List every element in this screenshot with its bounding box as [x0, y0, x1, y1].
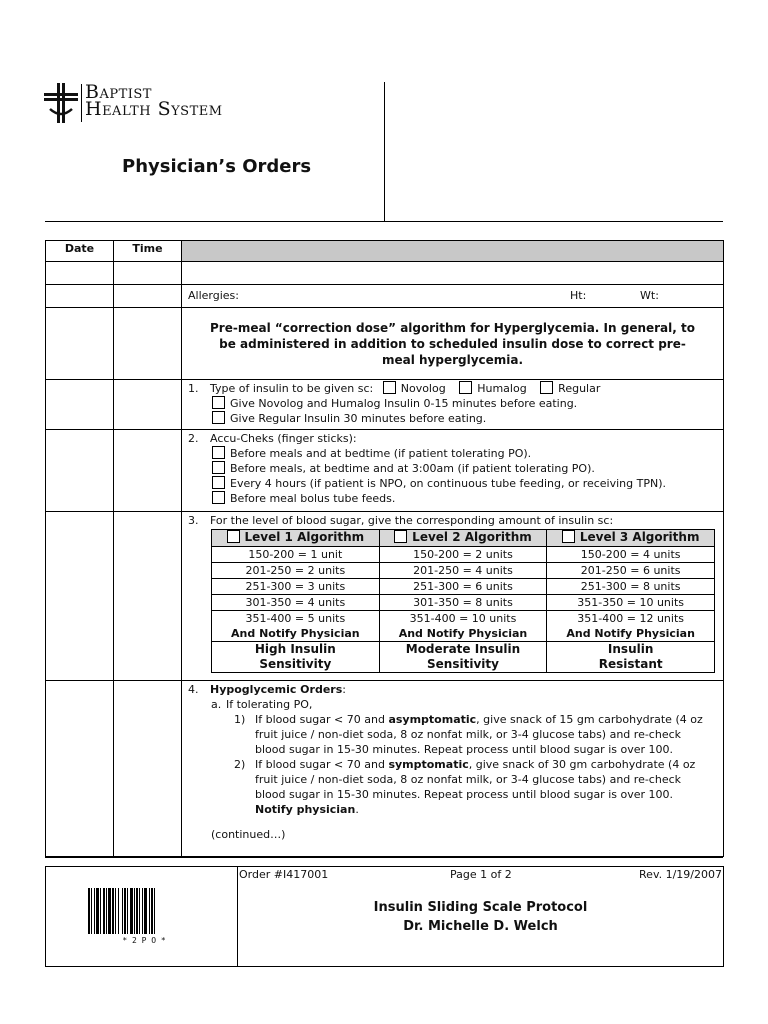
- bedtime-checkbox[interactable]: [212, 446, 225, 459]
- hypo-line: fruit juice / non-diet soda, 8 oz nonfat milk, or 3-4 glucose tabs) and re-check: [255, 728, 682, 741]
- sensitivity-cell: [379, 642, 547, 673]
- dose-cell: 251-300 = 8 units: [547, 579, 715, 595]
- header-grey-cell: [182, 241, 724, 262]
- hypo-line: [182, 802, 723, 817]
- dose-cell: 150-200 = 4 units: [547, 547, 715, 563]
- item-3: [182, 513, 723, 528]
- sensitivity-cell: [547, 642, 715, 673]
- item-2-line: [182, 446, 723, 461]
- height-label: Ht:: [570, 289, 587, 302]
- item-4-sub-a: [182, 697, 723, 712]
- point-1-text: If blood sugar < 70 and: [255, 713, 389, 726]
- barcode-text: * 2 P O *: [122, 936, 166, 945]
- item-4-colon: :: [342, 683, 346, 696]
- item-2-line-text: Before meals and at bedtime (if patient tolerating PO).: [230, 447, 532, 460]
- sensitivity-cell: [212, 642, 380, 673]
- item-3-number: 3.: [188, 514, 199, 527]
- intro-text: Pre-meal “correction dose” algorithm for Hyperglycemia. In general, to be administered in addition to scheduled insulin dose to correct pre-meal hyperglycemia.: [210, 320, 695, 367]
- hypo-line: blood sugar in 15-30 minutes. Repeat process until blood sugar is over 100.: [255, 743, 673, 756]
- sub-a-text: If tolerating PO,: [226, 698, 313, 711]
- item-4-number: 4.: [188, 683, 199, 696]
- dose-text: 351-400 = 10 units: [409, 612, 517, 625]
- dose-cell: 301-350 = 8 units: [379, 595, 547, 611]
- regular-checkbox[interactable]: [540, 381, 553, 394]
- dose-cell: 201-250 = 2 units: [212, 563, 380, 579]
- insulin-type-cell: [182, 380, 724, 430]
- point-1-text-end: , give snack of 15 gm carbohydrate (4 oz: [476, 713, 703, 726]
- hypo-line: blood sugar in 15-30 minutes. Repeat process until blood sugar is over 100.: [255, 788, 673, 801]
- dose-cell: [547, 611, 715, 642]
- level-1-header[interactable]: [212, 530, 380, 547]
- item-2-line-text: Every 4 hours (if patient is NPO, on continuous tube feeding, or receiving TPN).: [230, 477, 666, 490]
- item-1: [182, 381, 723, 396]
- novolog-humalog-timing-checkbox[interactable]: [212, 396, 225, 409]
- orders-table: [45, 240, 724, 857]
- weight-label: Wt:: [640, 289, 659, 302]
- regular-timing-checkbox[interactable]: [212, 411, 225, 424]
- item-2-line: [182, 461, 723, 476]
- logo: [44, 83, 234, 125]
- date-cell[interactable]: [46, 681, 114, 857]
- item-1-line: [182, 411, 723, 426]
- item-1-line-text: Give Regular Insulin 30 minutes before eating.: [230, 412, 487, 425]
- item-1-number: 1.: [188, 382, 199, 395]
- time-cell[interactable]: [114, 681, 182, 857]
- period: .: [355, 803, 359, 816]
- accu-cheks-cell: [182, 430, 724, 512]
- time-cell[interactable]: [114, 512, 182, 681]
- order-number: Order #I417001: [239, 868, 329, 881]
- dose-cell: 201-250 = 6 units: [547, 563, 715, 579]
- hypoglycemic-cell: [182, 681, 724, 857]
- header-rule: [45, 221, 723, 222]
- level-3-header[interactable]: [547, 530, 715, 547]
- date-cell[interactable]: [46, 262, 114, 285]
- humalog-label: Humalog: [477, 382, 527, 395]
- item-2-line-text: Before meal bolus tube feeds.: [230, 492, 396, 505]
- time-header: Time: [114, 241, 182, 262]
- sensitivity-line-1: Insulin: [607, 642, 654, 656]
- time-cell[interactable]: [114, 285, 182, 308]
- item-3-text: For the level of blood sugar, give the corresponding amount of insulin sc:: [210, 514, 614, 527]
- dose-cell: [379, 611, 547, 642]
- date-cell[interactable]: [46, 308, 114, 380]
- sensitivity-line-2: Sensitivity: [259, 657, 332, 671]
- continued-text: (continued…): [211, 828, 286, 841]
- humalog-checkbox[interactable]: [459, 381, 472, 394]
- barcode-bar: [154, 888, 155, 934]
- page-title: Physician’s Orders: [122, 156, 312, 177]
- point-2-bold: symptomatic: [388, 758, 469, 771]
- logo-line-1: Baptist: [85, 81, 152, 103]
- level-2-title: Level 2 Algorithm: [412, 530, 532, 544]
- novolog-checkbox[interactable]: [383, 381, 396, 394]
- blank-order-cell[interactable]: [182, 262, 724, 285]
- dose-cell: 251-300 = 3 units: [212, 579, 380, 595]
- point-1-bold: asymptomatic: [388, 713, 477, 726]
- item-2-line: [182, 476, 723, 491]
- hypo-point-1: [182, 712, 723, 727]
- item-4: [182, 682, 723, 697]
- level-3-title: Level 3 Algorithm: [579, 530, 700, 544]
- level-2-header[interactable]: [379, 530, 547, 547]
- date-cell[interactable]: [46, 430, 114, 512]
- footer-box: [45, 866, 724, 967]
- three-am-checkbox[interactable]: [212, 461, 225, 474]
- sensitivity-line-2: Resistant: [598, 657, 663, 671]
- barcode-bars: [88, 888, 200, 934]
- dose-cell: 301-350 = 4 units: [212, 595, 380, 611]
- bolus-tube-feeds-checkbox[interactable]: [212, 491, 225, 504]
- time-cell[interactable]: [114, 308, 182, 380]
- dose-cell: 351-350 = 10 units: [547, 595, 715, 611]
- dose-text: 351-400 = 12 units: [577, 612, 685, 625]
- sensitivity-line-2: Sensitivity: [427, 657, 499, 671]
- every-4-hours-checkbox[interactable]: [212, 476, 225, 489]
- item-1-line-text: Give Novolog and Humalog Insulin 0-15 minutes before eating.: [230, 397, 578, 410]
- item-2: [182, 431, 723, 446]
- notify-physician-bold: Notify physician: [255, 803, 356, 816]
- allergies-row[interactable]: [182, 285, 724, 308]
- novolog-label: Novolog: [400, 382, 446, 395]
- item-2-number: 2.: [188, 432, 199, 445]
- date-cell[interactable]: [46, 512, 114, 681]
- notify-physician-text: And Notify Physician: [231, 627, 360, 640]
- time-cell[interactable]: [114, 430, 182, 512]
- point-2-text: If blood sugar < 70 and: [255, 758, 389, 771]
- algorithm-table: [211, 529, 715, 673]
- allergies-label: Allergies:: [188, 289, 239, 302]
- dose-cell: 150-200 = 1 unit: [212, 547, 380, 563]
- time-cell[interactable]: [114, 380, 182, 430]
- item-2-line: [182, 491, 723, 506]
- level-3-checkbox[interactable]: [562, 530, 575, 543]
- point-2-number: 2): [234, 758, 246, 771]
- item-1-text: Type of insulin to be given sc:: [210, 382, 374, 395]
- date-cell[interactable]: [46, 380, 114, 430]
- hypo-line: fruit juice / non-diet soda, 8 oz nonfat milk, or 3-4 glucose tabs) and re-check: [255, 773, 682, 786]
- notify-physician-text: And Notify Physician: [566, 627, 695, 640]
- dose-cell: [212, 611, 380, 642]
- date-cell[interactable]: [46, 285, 114, 308]
- item-1-line: [182, 396, 723, 411]
- logo-line-2: Health System: [85, 98, 223, 120]
- dose-text: 351-400 = 5 units: [245, 612, 346, 625]
- item-2-text: Accu-Cheks (finger sticks):: [210, 432, 357, 445]
- page-number: Page 1 of 2: [450, 868, 512, 881]
- algorithm-cell: [182, 512, 724, 681]
- protocol-title: Insulin Sliding Scale Protocol: [373, 900, 588, 915]
- point-1-number: 1): [234, 713, 246, 726]
- level-1-checkbox[interactable]: [227, 530, 240, 543]
- point-2-text-end: , give snack of 30 gm carbohydrate (4 oz: [468, 758, 696, 771]
- barcode: [88, 888, 200, 945]
- sensitivity-line-1: High Insulin: [254, 642, 336, 656]
- header-divider: [384, 82, 385, 221]
- item-4-title: Hypoglycemic Orders: [210, 683, 343, 696]
- item-2-line-text: Before meals, at bedtime and at 3:00am (if patient tolerating PO).: [230, 462, 595, 475]
- revision-date: Rev. 1/19/2007: [639, 868, 722, 881]
- level-2-checkbox[interactable]: [394, 530, 407, 543]
- hypo-point-2: [182, 757, 723, 772]
- dose-cell: 251-300 = 6 units: [379, 579, 547, 595]
- intro-cell: [182, 308, 724, 380]
- level-1-title: Level 1 Algorithm: [244, 530, 365, 544]
- sensitivity-line-1: Moderate Insulin: [405, 642, 521, 656]
- regular-label: Regular: [558, 382, 601, 395]
- footer-top-rule: [45, 857, 723, 858]
- time-cell[interactable]: [114, 262, 182, 285]
- cross-logo-icon: [44, 83, 78, 123]
- date-header: Date: [46, 241, 114, 262]
- doctor-name: Dr. Michelle D. Welch: [403, 919, 558, 934]
- dose-cell: 201-250 = 4 units: [379, 563, 547, 579]
- notify-physician-text: And Notify Physician: [398, 627, 528, 640]
- sub-a-letter: a.: [211, 698, 222, 711]
- dose-cell: 150-200 = 2 units: [379, 547, 547, 563]
